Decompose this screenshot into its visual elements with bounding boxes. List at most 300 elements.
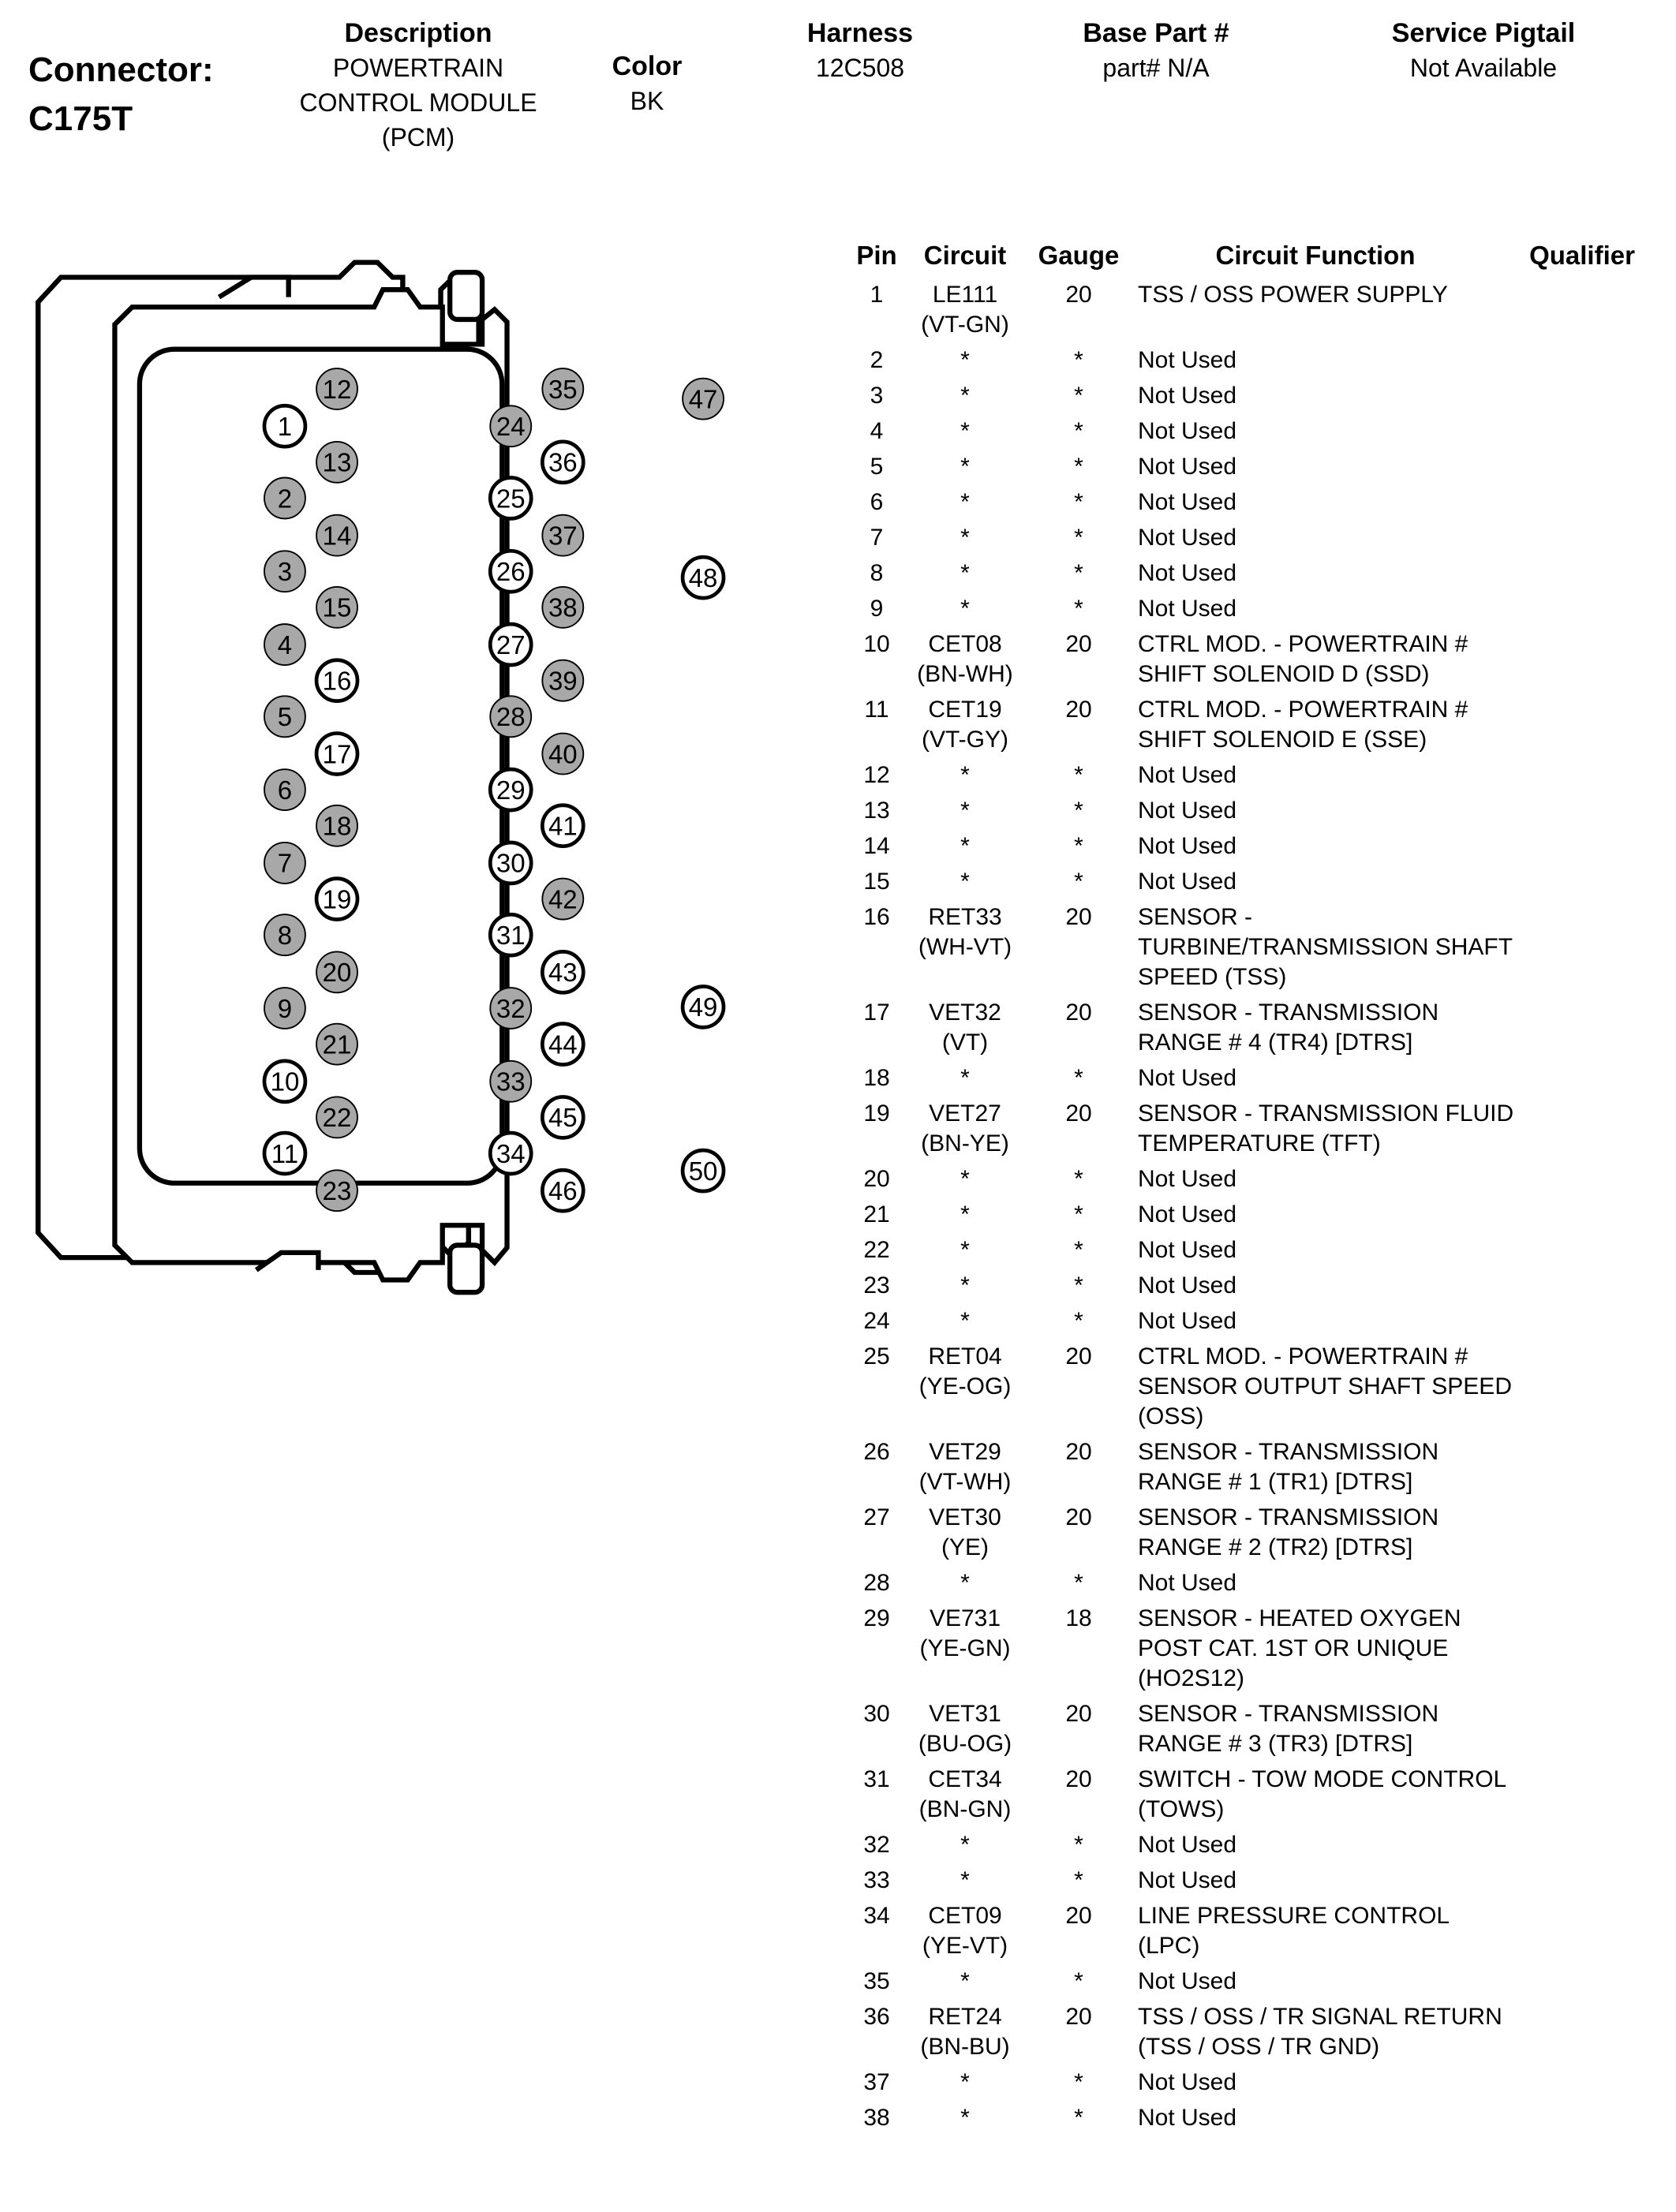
cell-circuit-function: Not Used xyxy=(1138,418,1237,444)
cell-gauge: 20 xyxy=(1065,1343,1092,1369)
cell-pin: 20 xyxy=(863,1166,890,1192)
pin-cavity-30 xyxy=(490,843,531,884)
table-row xyxy=(844,902,1665,992)
connector-label: Connector: xyxy=(28,50,214,89)
pin-cavity-13 xyxy=(316,442,357,483)
cell-circuit-function: Not Used xyxy=(1138,2105,1237,2131)
cell-circuit xyxy=(906,1271,1024,1301)
table-row xyxy=(844,1901,1665,1961)
pin-number-label: 44 xyxy=(548,1029,578,1059)
table-row xyxy=(844,1866,1665,1896)
cell-circuit-function: CTRL MOD. - POWERTRAIN # SENSOR OUTPUT SHAFT SPEED (OSS) xyxy=(1138,1343,1512,1429)
cell-circuit xyxy=(906,1604,1024,1664)
circuit-id: * xyxy=(960,1237,970,1263)
circuit-id: * xyxy=(960,2105,970,2131)
pin-cavity-41 xyxy=(542,805,583,846)
circuit-wire-color: (VT-GN) xyxy=(921,312,1009,338)
pin-cavity-37 xyxy=(542,515,583,556)
cell-circuit-function: Not Used xyxy=(1138,596,1237,622)
circuit-id: VET29 xyxy=(929,1439,1001,1465)
table-row xyxy=(844,1830,1665,1860)
circuit-wire-color: (VT) xyxy=(941,1029,989,1056)
pin-cavity-10 xyxy=(264,1061,305,1102)
pin-number-label: 4 xyxy=(277,630,293,659)
harness-value: 12C508 xyxy=(815,54,905,82)
cell-pin: 34 xyxy=(863,1903,890,1929)
circuit-wire-color: (BN-WH) xyxy=(917,661,1013,687)
pin-cavity-6 xyxy=(264,769,305,810)
cell-pin: 18 xyxy=(863,1065,890,1091)
pin-number-label: 5 xyxy=(277,702,293,732)
pin-number-label: 33 xyxy=(496,1067,526,1097)
cell-pin: 6 xyxy=(870,489,884,515)
cell-gauge: * xyxy=(1074,489,1083,515)
pin-number-label: 49 xyxy=(688,992,718,1022)
pin-cavity-40 xyxy=(542,734,583,775)
connector-tab-bottom xyxy=(450,1245,482,1292)
base-part-block xyxy=(1042,16,1270,85)
pin-assignment-table xyxy=(844,241,1665,2139)
pin-cavity-4 xyxy=(264,624,305,665)
circuit-id: CET09 xyxy=(928,1903,1002,1929)
cell-circuit xyxy=(906,594,1024,624)
pin-number-label: 39 xyxy=(548,666,578,696)
connector-id: C175T xyxy=(28,99,133,138)
circuit-id: * xyxy=(960,1201,970,1227)
pin-number-label: 20 xyxy=(322,958,352,988)
cell-gauge: 20 xyxy=(1065,904,1092,930)
cell-gauge: * xyxy=(1074,833,1083,859)
description-block xyxy=(292,16,544,155)
pin-cavity-20 xyxy=(316,951,357,992)
document-header xyxy=(0,0,1676,189)
circuit-id: * xyxy=(960,596,970,622)
cell-circuit-function: Not Used xyxy=(1138,798,1237,824)
circuit-id: * xyxy=(960,762,970,788)
circuit-id: VET32 xyxy=(929,1000,1001,1026)
cell-gauge: 20 xyxy=(1065,282,1092,308)
cell-circuit xyxy=(906,867,1024,897)
pin-number-label: 43 xyxy=(548,958,578,988)
pin-cavity-45 xyxy=(542,1097,583,1138)
cell-gauge: * xyxy=(1074,2069,1083,2095)
service-pigtail-title: Service Pigtail xyxy=(1391,18,1576,48)
cell-pin: 25 xyxy=(863,1343,890,1369)
table-header-row xyxy=(844,241,1665,280)
cell-pin: 27 xyxy=(863,1504,890,1530)
pin-number-label: 18 xyxy=(322,811,352,841)
table-row xyxy=(844,1099,1665,1159)
cell-pin: 1 xyxy=(870,282,884,308)
cell-pin: 2 xyxy=(870,347,884,373)
cell-gauge: * xyxy=(1074,383,1083,409)
pin-cavity-1 xyxy=(264,405,305,447)
circuit-wire-color: (BU-OG) xyxy=(918,1731,1012,1757)
connector-diagram xyxy=(32,252,829,1357)
circuit-wire-color: (YE-GN) xyxy=(919,1635,1011,1661)
table-row xyxy=(844,1200,1665,1230)
cell-circuit-function: CTRL MOD. - POWERTRAIN # SHIFT SOLENOID E (SSE) xyxy=(1138,697,1468,753)
pin-cavity-17 xyxy=(316,734,357,775)
circuit-id: * xyxy=(960,1308,970,1334)
pin-number-label: 11 xyxy=(271,1138,299,1168)
cell-circuit-function: Not Used xyxy=(1138,2069,1237,2095)
pin-cavity-33 xyxy=(490,1061,531,1102)
pin-cavity-12 xyxy=(316,368,357,409)
cell-circuit-function: SWITCH - TOW MODE CONTROL (TOWS) xyxy=(1138,1766,1506,1822)
cell-pin: 12 xyxy=(863,762,890,788)
cell-pin: 15 xyxy=(863,869,890,895)
pin-cavity-48 xyxy=(683,557,724,598)
cell-circuit-function: SENSOR - HEATED OXYGEN POST CAT. 1ST OR UNIQUE (HO2S12) xyxy=(1138,1605,1461,1691)
base-part-value: part# N/A xyxy=(1102,54,1210,82)
cell-circuit xyxy=(906,1699,1024,1759)
cell-circuit-function: Not Used xyxy=(1138,454,1237,480)
pin-number-label: 2 xyxy=(277,484,293,514)
cell-circuit-function: Not Used xyxy=(1138,1570,1237,1596)
cell-circuit xyxy=(906,796,1024,826)
cell-circuit xyxy=(906,381,1024,411)
cell-circuit-function: Not Used xyxy=(1138,1065,1237,1091)
cell-circuit-function: Not Used xyxy=(1138,1308,1237,1334)
table-row xyxy=(844,1503,1665,1563)
cell-pin: 14 xyxy=(863,833,890,859)
pin-number-label: 16 xyxy=(322,666,352,696)
circuit-id: * xyxy=(960,489,970,515)
pin-cavity-9 xyxy=(264,988,305,1029)
pin-cavity-27 xyxy=(490,624,531,665)
cell-pin: 8 xyxy=(870,560,884,586)
cell-gauge: * xyxy=(1074,1570,1083,1596)
circuit-wire-color: (YE-OG) xyxy=(918,1373,1012,1399)
pin-number-label: 13 xyxy=(322,447,352,477)
table-row xyxy=(844,1342,1665,1432)
cell-gauge: * xyxy=(1074,1867,1083,1893)
cell-pin: 33 xyxy=(863,1867,890,1893)
circuit-id: LE111 xyxy=(932,282,998,308)
cell-pin: 3 xyxy=(870,383,884,409)
cell-gauge: * xyxy=(1074,596,1083,622)
color-block xyxy=(584,49,710,118)
cell-gauge: 20 xyxy=(1065,1701,1092,1727)
pin-number-label: 14 xyxy=(322,521,352,551)
pin-number-label: 1 xyxy=(277,412,293,442)
cell-pin: 4 xyxy=(870,418,884,444)
pin-number-label: 7 xyxy=(277,848,293,878)
circuit-id: * xyxy=(960,2069,970,2095)
pin-cavity-35 xyxy=(542,368,583,409)
cell-pin: 28 xyxy=(863,1570,890,1596)
table-row xyxy=(844,488,1665,518)
cell-circuit xyxy=(906,417,1024,447)
circuit-id: * xyxy=(960,560,970,586)
cell-pin: 24 xyxy=(863,1308,890,1334)
table-row xyxy=(844,1437,1665,1497)
pin-number-label: 34 xyxy=(496,1138,526,1168)
pin-number-label: 29 xyxy=(496,775,526,805)
cell-circuit xyxy=(906,1200,1024,1230)
pin-number-label: 42 xyxy=(548,884,578,914)
pin-cavity-22 xyxy=(316,1097,357,1138)
table-row xyxy=(844,867,1665,897)
harness-block xyxy=(758,16,963,85)
cell-circuit-function: SENSOR - TRANSMISSION RANGE # 3 (TR3) [DTRS] xyxy=(1138,1701,1439,1757)
cell-circuit-function: Not Used xyxy=(1138,1201,1237,1227)
circuit-id: * xyxy=(960,798,970,824)
pin-number-label: 37 xyxy=(548,521,578,551)
pin-number-label: 17 xyxy=(322,739,352,769)
pin-cavity-46 xyxy=(542,1170,583,1211)
harness-title: Harness xyxy=(806,18,914,48)
circuit-wire-color: (VT-GY) xyxy=(922,727,1008,753)
cell-circuit-function: Not Used xyxy=(1138,347,1237,373)
header-gauge: Gauge xyxy=(1038,241,1120,270)
circuit-id: VET27 xyxy=(929,1100,1001,1127)
pin-number-label: 8 xyxy=(277,920,293,950)
circuit-id: * xyxy=(960,418,970,444)
cell-circuit xyxy=(906,902,1024,962)
cell-circuit xyxy=(906,1765,1024,1825)
pin-number-label: 27 xyxy=(496,630,526,659)
circuit-id: CET08 xyxy=(928,631,1002,657)
table-row xyxy=(844,346,1665,376)
cell-circuit xyxy=(906,488,1024,518)
description-value: POWERTRAIN CONTROL MODULE (PCM) xyxy=(299,54,537,151)
cell-pin: 31 xyxy=(863,1766,890,1792)
cell-circuit xyxy=(906,998,1024,1058)
cell-circuit-function: Not Used xyxy=(1138,525,1237,551)
pin-number-label: 41 xyxy=(548,811,578,841)
pin-cavity-24 xyxy=(490,405,531,447)
cell-circuit-function: TSS / OSS / TR SIGNAL RETURN (TSS / OSS / TR GND) xyxy=(1138,2004,1502,2060)
connector-heading xyxy=(28,46,281,144)
cell-circuit-function: CTRL MOD. - POWERTRAIN # SHIFT SOLENOID D (SSD) xyxy=(1138,631,1468,687)
pin-cavity-44 xyxy=(542,1024,583,1065)
pin-cavity-18 xyxy=(316,805,357,846)
circuit-id: * xyxy=(960,347,970,373)
circuit-id: RET33 xyxy=(928,904,1002,930)
cell-circuit xyxy=(906,2002,1024,2062)
cell-gauge: * xyxy=(1074,1201,1083,1227)
pin-number-label: 21 xyxy=(322,1029,352,1059)
cell-circuit xyxy=(906,1342,1024,1402)
table-row xyxy=(844,1271,1665,1301)
cell-pin: 29 xyxy=(863,1605,890,1631)
service-pigtail-block xyxy=(1326,16,1641,85)
cell-gauge: * xyxy=(1074,1065,1083,1091)
pin-number-label: 15 xyxy=(322,592,352,622)
cell-circuit xyxy=(906,1967,1024,1997)
cell-circuit xyxy=(906,1568,1024,1598)
table-row xyxy=(844,1306,1665,1336)
header-pin: Pin xyxy=(856,241,897,270)
cell-pin: 26 xyxy=(863,1439,890,1465)
cell-circuit-function: Not Used xyxy=(1138,489,1237,515)
circuit-id: * xyxy=(960,1166,970,1192)
cell-circuit-function: Not Used xyxy=(1138,833,1237,859)
pin-cavity-50 xyxy=(683,1150,724,1191)
table-row xyxy=(844,417,1665,447)
pin-cavity-14 xyxy=(316,515,357,556)
pin-cavity-8 xyxy=(264,914,305,955)
pin-cavity-19 xyxy=(316,879,357,920)
cell-circuit xyxy=(906,559,1024,588)
cell-circuit-function: SENSOR - TURBINE/TRANSMISSION SHAFT SPEED (TSS) xyxy=(1138,904,1513,990)
cell-pin: 23 xyxy=(863,1272,890,1298)
pin-number-label: 6 xyxy=(277,775,293,805)
table-row xyxy=(844,381,1665,411)
connector-tab-top xyxy=(450,272,482,319)
cell-circuit xyxy=(906,831,1024,861)
circuit-id: * xyxy=(960,1968,970,1994)
circuit-wire-color: (BN-BU) xyxy=(920,2034,1010,2060)
pin-cavity-5 xyxy=(264,696,305,737)
pin-number-label: 22 xyxy=(322,1103,352,1133)
cell-pin: 36 xyxy=(863,2004,890,2030)
cell-circuit xyxy=(906,1099,1024,1159)
cell-pin: 5 xyxy=(870,454,884,480)
cell-circuit xyxy=(906,1901,1024,1961)
circuit-wire-color: (BN-YE) xyxy=(921,1130,1009,1156)
circuit-wire-color: (YE) xyxy=(941,1534,989,1560)
circuit-id: CET19 xyxy=(928,697,1002,723)
table-row xyxy=(844,831,1665,861)
pin-cavity-34 xyxy=(490,1133,531,1174)
cell-pin: 19 xyxy=(863,1100,890,1127)
table-row xyxy=(844,594,1665,624)
circuit-id: RET24 xyxy=(928,2004,1002,2030)
pin-cavity-32 xyxy=(490,988,531,1029)
cell-gauge: * xyxy=(1074,1237,1083,1263)
cell-circuit xyxy=(906,1063,1024,1093)
pin-number-label: 3 xyxy=(277,557,293,587)
pin-cavity-23 xyxy=(316,1170,357,1211)
cell-circuit xyxy=(906,630,1024,689)
pin-cavity-29 xyxy=(490,769,531,810)
table-row xyxy=(844,559,1665,588)
circuit-wire-color: (YE-VT) xyxy=(922,1933,1008,1959)
pin-number-label: 12 xyxy=(322,374,352,404)
cell-circuit-function: SENSOR - TRANSMISSION RANGE # 1 (TR1) [DTRS] xyxy=(1138,1439,1439,1495)
cell-gauge: * xyxy=(1074,347,1083,373)
pin-cavity-38 xyxy=(542,587,583,628)
pin-number-label: 28 xyxy=(496,702,526,732)
pin-number-label: 35 xyxy=(548,374,578,404)
pin-number-label: 32 xyxy=(496,993,526,1023)
pin-cavity-25 xyxy=(490,478,531,519)
base-part-title: Base Part # xyxy=(1083,18,1229,48)
table-row xyxy=(844,1967,1665,1997)
cell-pin: 7 xyxy=(870,525,884,551)
pin-cavity-49 xyxy=(683,986,724,1027)
circuit-wire-color: (BN-GN) xyxy=(918,1796,1012,1822)
table-body xyxy=(844,280,1665,2133)
pin-number-label: 50 xyxy=(688,1156,718,1186)
cell-circuit-function: LINE PRESSURE CONTROL (LPC) xyxy=(1138,1903,1449,1959)
cell-pin: 37 xyxy=(863,2069,890,2095)
cell-circuit-function: Not Used xyxy=(1138,1237,1237,1263)
cell-gauge: 20 xyxy=(1065,697,1092,723)
circuit-id: * xyxy=(960,1065,970,1091)
cell-gauge: * xyxy=(1074,560,1083,586)
cell-circuit xyxy=(906,523,1024,553)
circuit-id: VET30 xyxy=(929,1504,1001,1530)
table-row xyxy=(844,796,1665,826)
table-row xyxy=(844,280,1665,340)
pin-number-label: 36 xyxy=(548,447,578,477)
table-row xyxy=(844,760,1665,790)
pin-number-label: 47 xyxy=(688,384,718,414)
pin-cavity-11 xyxy=(264,1133,305,1174)
table-row xyxy=(844,695,1665,755)
cell-gauge: * xyxy=(1074,454,1083,480)
cell-circuit-function: TSS / OSS POWER SUPPLY xyxy=(1138,282,1448,308)
cell-gauge: * xyxy=(1074,1308,1083,1334)
pin-cavity-15 xyxy=(316,587,357,628)
cell-circuit-function: Not Used xyxy=(1138,1166,1237,1192)
cell-circuit xyxy=(906,1235,1024,1265)
table-row xyxy=(844,2068,1665,2098)
cell-circuit-function: Not Used xyxy=(1138,1867,1237,1893)
color-value: BK xyxy=(630,87,664,115)
circuit-id: * xyxy=(960,525,970,551)
cell-pin: 32 xyxy=(863,1832,890,1858)
pin-cavity-43 xyxy=(542,951,583,992)
cell-gauge: * xyxy=(1074,1968,1083,1994)
table-row xyxy=(844,1164,1665,1194)
pin-cavity-28 xyxy=(490,696,531,737)
pin-number-label: 48 xyxy=(688,562,718,592)
cell-pin: 38 xyxy=(863,2105,890,2131)
cell-gauge: * xyxy=(1074,2105,1083,2131)
pin-cavity-31 xyxy=(490,914,531,955)
pin-number-label: 31 xyxy=(496,920,526,950)
pin-number-label: 10 xyxy=(270,1067,300,1097)
cell-circuit xyxy=(906,2068,1024,2098)
cell-pin: 35 xyxy=(863,1968,890,1994)
cell-pin: 22 xyxy=(863,1237,890,1263)
circuit-id: * xyxy=(960,1867,970,1893)
pin-number-label: 9 xyxy=(277,993,293,1023)
circuit-id: * xyxy=(960,869,970,895)
pin-cavity-42 xyxy=(542,879,583,920)
cell-circuit xyxy=(906,695,1024,755)
circuit-id: * xyxy=(960,833,970,859)
cell-gauge: 20 xyxy=(1065,1439,1092,1465)
cell-pin: 21 xyxy=(863,1201,890,1227)
pin-cavity-26 xyxy=(490,551,531,592)
cell-circuit-function: Not Used xyxy=(1138,1832,1237,1858)
table-row xyxy=(844,1604,1665,1694)
cell-circuit xyxy=(906,2103,1024,2133)
cell-gauge: 20 xyxy=(1065,1100,1092,1127)
table-row xyxy=(844,2103,1665,2133)
circuit-id: RET04 xyxy=(928,1343,1002,1369)
table-row xyxy=(844,523,1665,553)
pin-number-label: 24 xyxy=(496,412,526,442)
description-title: Description xyxy=(344,18,492,48)
cell-circuit xyxy=(906,1437,1024,1497)
pin-number-label: 30 xyxy=(496,848,526,878)
table-row xyxy=(844,1063,1665,1093)
cell-circuit xyxy=(906,346,1024,376)
circuit-wire-color: (WH-VT) xyxy=(918,934,1012,960)
cell-gauge: 20 xyxy=(1065,1504,1092,1530)
cell-pin: 11 xyxy=(864,697,889,723)
header-qualifier: Qualifier xyxy=(1529,241,1635,270)
cell-pin: 17 xyxy=(863,1000,890,1026)
cell-circuit xyxy=(906,760,1024,790)
